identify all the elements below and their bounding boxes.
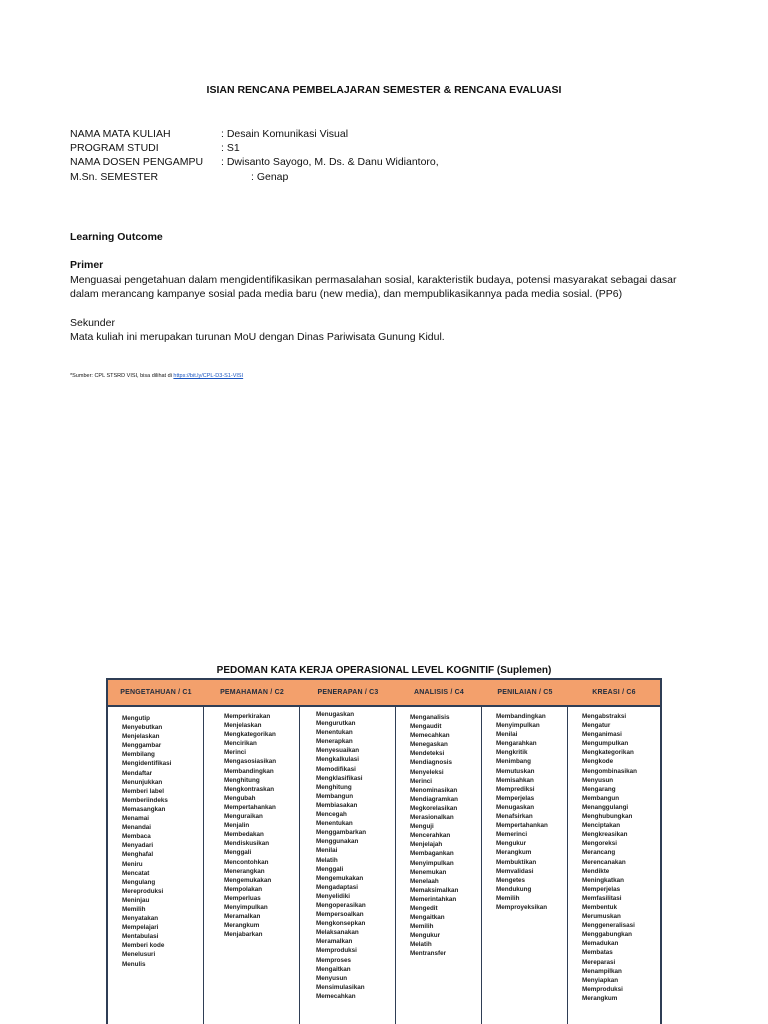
- verb-item: Mengkontraskan: [224, 785, 275, 793]
- verb-item: Membatas: [582, 949, 613, 957]
- verb-item: Memperkirakan: [224, 713, 271, 720]
- verb-item: Mengarahkan: [496, 740, 537, 748]
- verb-item: Mendukung: [496, 885, 532, 893]
- verb-item: Mereparasi: [582, 958, 616, 966]
- verb-item: Mengukur: [496, 840, 527, 848]
- verb-item: Menyiapkan: [582, 976, 619, 984]
- meta-value: : Genap: [251, 170, 289, 183]
- verb-item: Mendeteksi: [410, 750, 445, 758]
- verb-item: Menelusuri: [122, 951, 156, 959]
- verb-item: Memproyeksikan: [496, 903, 548, 911]
- verb-item: Memfasilitasi: [582, 894, 622, 902]
- verb-item: Meninjau: [122, 896, 150, 904]
- verb-item: Mengkalkulasi: [316, 756, 360, 764]
- verb-item: Mengulang: [122, 878, 156, 886]
- verb-item: Menganimasi: [582, 731, 622, 739]
- verb-item: Mengadaptasi: [316, 883, 358, 891]
- learning-outcome-heading: Learning Outcome: [70, 231, 163, 243]
- verb-item: Mendikte: [582, 867, 610, 875]
- verb-item: Memadukan: [582, 940, 619, 948]
- document-title: ISIAN RENCANA PEMBELAJARAN SEMESTER & RENCANA EVALUASI: [206, 84, 562, 96]
- verb-item: Menelaah: [410, 877, 439, 885]
- verb-item: Merangkum: [224, 922, 260, 930]
- course-meta: [70, 127, 439, 184]
- verb-item: Menerapkan: [316, 738, 353, 746]
- verb-item: Mengkode: [582, 758, 614, 766]
- verb-item: Memilih: [496, 894, 520, 902]
- column-heading-c3: PENERAPAN / C3: [317, 689, 379, 696]
- verb-item: Memerinci: [496, 831, 528, 839]
- verb-item: Mengasosiasikan: [224, 758, 277, 766]
- verb-item: Merangkum: [496, 849, 532, 857]
- kko-table: [106, 678, 662, 1024]
- source-footnote: [70, 373, 243, 379]
- verb-item: Merinci: [410, 777, 433, 785]
- verb-item: Memperjelas: [582, 885, 621, 893]
- verb-item: Merinci: [224, 749, 247, 757]
- verb-item: Meningkatkan: [582, 876, 624, 884]
- verb-item: Memasangkan: [122, 805, 166, 813]
- verb-item: Menyebutkan: [122, 724, 163, 732]
- verb-item: Menyatakan: [122, 915, 159, 923]
- kko-column-c1: [108, 707, 204, 1024]
- kko-table-title: PEDOMAN KATA KERJA OPERASIONAL LEVEL KOGNITIF (Suplemen): [216, 665, 552, 676]
- verb-item: Menerangkan: [224, 867, 265, 875]
- verb-item: Membedakan: [224, 831, 264, 839]
- verb-item: Meramalkan: [316, 938, 353, 946]
- verb-item: Membaca: [122, 833, 151, 841]
- verb-item: Mentransfer: [410, 950, 447, 958]
- verb-item: Mengkritik: [496, 749, 528, 757]
- verb-item: Mendiagramkan: [410, 795, 458, 803]
- verb-item: Memberiindeks: [122, 796, 168, 804]
- verb-item: Menilai: [316, 847, 338, 855]
- verb-item: Melatih: [410, 941, 432, 949]
- verb-item: Menugaskan: [496, 803, 535, 811]
- primer-heading: Primer: [70, 259, 104, 271]
- verb-item: Mengatur: [582, 722, 611, 730]
- verb-item: Menyelidiki: [316, 892, 350, 900]
- verb-item: Menegaskan: [410, 741, 448, 749]
- verb-list: [410, 713, 479, 959]
- verb-item: Menguraikan: [224, 813, 263, 821]
- verb-item: Memaksimalkan: [410, 886, 459, 894]
- column-heading-c2: PEMAHAMAN / C2: [220, 689, 284, 696]
- verb-item: Mengabstraksi: [582, 713, 627, 720]
- verb-item: Mencegah: [316, 811, 347, 819]
- verb-item: Menyimpulkan: [410, 859, 454, 867]
- verb-item: Menentukan: [316, 820, 353, 828]
- verb-item: Mengkreasikan: [582, 831, 628, 839]
- verb-item: Mencirikan: [224, 740, 257, 748]
- verb-item: Menandai: [122, 824, 152, 832]
- verb-item: Menentukan: [316, 729, 353, 737]
- verb-item: Memperluas: [224, 894, 261, 902]
- verb-item: Menghitung: [316, 783, 352, 791]
- verb-item: Mengukur: [410, 932, 441, 940]
- column-heading-c1: PENGETAHUAN / C1: [120, 689, 192, 696]
- verb-item: Menominasikan: [410, 786, 458, 794]
- verb-item: Membilang: [122, 751, 155, 759]
- verb-item: Meniru: [122, 860, 143, 868]
- column-heading-c5: PENILAIAN / C5: [497, 689, 553, 696]
- kko-table-header: [108, 680, 660, 707]
- verb-item: Mengkonsepkan: [316, 920, 366, 928]
- verb-item: Memproses: [316, 956, 351, 964]
- verb-item: Mengoperasikan: [316, 901, 366, 909]
- column-heading-c4: ANALISIS / C4: [413, 689, 465, 696]
- primer-text: Menguasai pengetahuan dalam mengidentifikasikan permasalahan sosial, karakteristik budaya, potensi masyarakat sebagai dasar dalam merancang kampanye sosial pada media baru (new media), dan mempublikasikannya pada media sosial. (PP6): [70, 274, 677, 301]
- verb-item: Menjabarkan: [224, 931, 263, 939]
- verb-item: Menghubungkan: [582, 813, 633, 821]
- verb-item: Memerintahkan: [410, 895, 457, 903]
- verb-item: Memproduksi: [582, 985, 623, 993]
- verb-item: Memberi kode: [122, 942, 165, 950]
- meta-row-semester: [70, 170, 289, 184]
- verb-item: Merancang: [582, 849, 616, 857]
- kko-column-c6: [568, 707, 660, 1024]
- verb-item: Mengidentifikasi: [122, 760, 172, 768]
- verb-item: Menjelaskan: [224, 722, 262, 730]
- verb-item: Menganalisis: [410, 714, 450, 721]
- verb-item: Menyesuaikan: [316, 747, 360, 755]
- kko-column-c3: [300, 707, 396, 1024]
- footnote-text: *Sumber: CPL STSRD VISI, bisa dilihat di: [70, 373, 174, 379]
- verb-item: Menghitung: [224, 776, 260, 784]
- verb-item: Memberi label: [122, 787, 164, 795]
- verb-item: Membandingkan: [224, 767, 274, 775]
- verb-item: Memvalidasi: [496, 867, 534, 875]
- verb-item: Menguji: [410, 823, 434, 831]
- verb-item: Menimbang: [496, 758, 531, 766]
- verb-list: [582, 712, 658, 1003]
- verb-item: Menggali: [224, 849, 252, 857]
- verb-item: Mengklasifikasi: [316, 774, 363, 782]
- verb-item: Megkorelasikan: [410, 804, 458, 812]
- verb-item: Memperjelas: [496, 794, 535, 802]
- verb-item: Mengombinasikan: [582, 767, 637, 775]
- verb-list: [122, 714, 201, 969]
- kko-column-c4: [396, 707, 482, 1024]
- verb-list: [224, 712, 297, 939]
- verb-item: Memilih: [410, 923, 434, 931]
- verb-item: Menyadari: [122, 842, 154, 850]
- verb-item: Membandingkan: [496, 713, 546, 720]
- verb-item: Menampilkan: [582, 967, 622, 975]
- verb-item: Membentuk: [582, 903, 617, 911]
- verb-item: Memisahkan: [496, 776, 534, 784]
- verb-item: Menjelaskan: [122, 733, 160, 741]
- verb-item: Mengarang: [582, 785, 616, 793]
- verb-item: Mengutip: [122, 715, 150, 722]
- verb-item: Menjalin: [224, 822, 250, 830]
- verb-item: Memecahkan: [410, 732, 450, 740]
- verb-item: Mendiskusikan: [224, 840, 270, 848]
- verb-item: Mengumpulkan: [582, 740, 629, 748]
- verb-item: Membiasakan: [316, 801, 358, 809]
- verb-item: Mengemukakan: [316, 874, 364, 882]
- verb-item: Mendiagnosis: [410, 759, 452, 767]
- meta-label: PROGRAM STUDI: [70, 142, 159, 155]
- sekunder-text: Mata kuliah ini merupakan turunan MoU dengan Dinas Pariwisata Gunung Kidul.: [70, 331, 445, 343]
- meta-value: : Desain Komunikasi Visual: [221, 128, 349, 140]
- verb-item: Mengedit: [410, 904, 438, 912]
- verb-list: [316, 710, 393, 1001]
- verb-item: Menciptakan: [582, 822, 621, 830]
- meta-value: : S1: [221, 142, 240, 155]
- verb-item: Memodifikasi: [316, 765, 356, 773]
- verb-item: Menggunakan: [316, 838, 359, 846]
- verb-item: Mengurutkan: [316, 720, 356, 728]
- verb-item: Menafsirkan: [496, 813, 533, 821]
- verb-item: Merumuskan: [582, 913, 621, 921]
- verb-item: Mempertahankan: [496, 822, 548, 830]
- verb-item: Melaksanakan: [316, 929, 359, 937]
- kko-column-c5: [482, 707, 568, 1024]
- verb-item: Menugaskan: [316, 711, 355, 718]
- verb-item: Mengaitkan: [316, 965, 351, 973]
- verb-item: Mempertahankan: [224, 803, 276, 811]
- verb-item: Mempersoalkan: [316, 911, 364, 919]
- verb-item: Membuktikan: [496, 858, 537, 866]
- verb-item: Menulis: [122, 960, 146, 968]
- verb-item: Menyimpulkan: [224, 903, 268, 911]
- meta-row-program-studi: [70, 141, 240, 155]
- column-heading-c6: KREASI / C6: [592, 689, 636, 696]
- verb-item: Menggabungkan: [582, 931, 633, 939]
- verb-item: Menjelajah: [410, 841, 443, 849]
- verb-item: Memproduksi: [316, 947, 357, 955]
- verb-item: Mengetes: [496, 876, 526, 884]
- verb-item: Menyusun: [316, 974, 348, 982]
- verb-item: Menilai: [496, 731, 518, 739]
- verb-item: Menanggulangi: [582, 803, 629, 811]
- verb-item: Membagankan: [410, 850, 454, 858]
- verb-item: Membangun: [316, 792, 354, 800]
- meta-value: : Dwisanto Sayogo, M. Ds. & Danu Widiantoro,: [221, 156, 439, 169]
- meta-label: NAMA MATA KULIAH: [70, 128, 171, 140]
- verb-item: Merencanakan: [582, 858, 626, 866]
- verb-item: Merangkum: [582, 994, 618, 1002]
- footnote-link[interactable]: https://bit.ly/CPL-D3-S1-VISI: [173, 373, 244, 379]
- verb-item: Mempelajari: [122, 924, 159, 932]
- verb-item: Mencerahkan: [410, 832, 451, 840]
- meta-label: M.Sn. SEMESTER: [70, 170, 159, 183]
- verb-item: Mengaitkan: [410, 914, 445, 922]
- verb-item: Mentabulasi: [122, 933, 159, 941]
- verb-item: Mempolakan: [224, 885, 263, 893]
- verb-item: Menamai: [122, 815, 149, 823]
- verb-item: Mencontohkan: [224, 858, 269, 866]
- verb-item: Menggambar: [122, 742, 162, 750]
- meta-label: NAMA DOSEN PENGAMPU: [70, 156, 204, 169]
- verb-item: Mengemukakan: [224, 876, 272, 884]
- verb-item: Mereproduksi: [122, 887, 164, 895]
- verb-item: Menyusun: [582, 776, 614, 784]
- verb-item: Mensimulasikan: [316, 983, 365, 991]
- verb-item: Menggali: [316, 865, 344, 873]
- verb-item: Menunjukkan: [122, 778, 163, 786]
- meta-row-mata-kuliah: [70, 127, 349, 141]
- verb-item: Mendaftar: [122, 769, 153, 777]
- sekunder-heading: Sekunder: [70, 317, 115, 329]
- verb-item: Membangun: [582, 794, 620, 802]
- verb-item: Menggeneralisasi: [582, 922, 635, 930]
- verb-item: Melatih: [316, 856, 338, 864]
- verb-item: Merasionalkan: [410, 814, 454, 822]
- meta-row-dosen: [70, 155, 439, 169]
- verb-item: Mengoreksi: [582, 840, 617, 848]
- verb-item: Memprediksi: [496, 785, 535, 793]
- verb-item: Mengubah: [224, 794, 256, 802]
- verb-item: Memilih: [122, 905, 146, 913]
- verb-item: Menyeleksi: [410, 768, 444, 776]
- verb-item: Menghafal: [122, 851, 154, 859]
- verb-item: Mengkategorikan: [224, 731, 276, 739]
- verb-item: Mengaudit: [410, 723, 442, 731]
- verb-item: Menggambarkan: [316, 829, 367, 837]
- verb-item: Meramalkan: [224, 913, 261, 921]
- verb-item: Menemukan: [410, 868, 447, 876]
- kko-column-c2: [204, 707, 300, 1024]
- verb-list: [496, 712, 565, 912]
- verb-item: Mencatat: [122, 869, 150, 877]
- verb-item: Mengkategorikan: [582, 749, 634, 757]
- verb-item: Memecahkan: [316, 992, 356, 1000]
- verb-item: Memutuskan: [496, 767, 535, 775]
- verb-item: Menyimpulkan: [496, 722, 540, 730]
